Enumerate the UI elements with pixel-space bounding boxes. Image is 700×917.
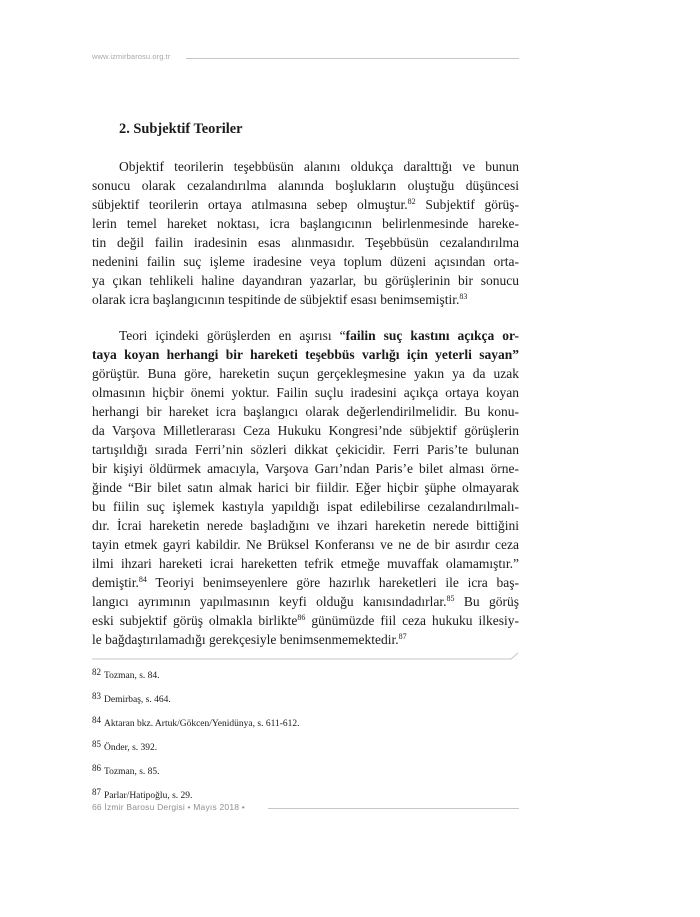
paragraph-line [92,195,519,214]
paragraph-line [92,290,519,309]
text-run: görüştür. Buna göre, hareketin suçun gerçekleşmesine yakın ya da uzak [92,366,519,381]
header-rule [186,58,519,59]
text-run: sübjektif teorilerin ortaya atılmasına sebep olmuştur. [92,197,408,212]
footnote-number: 83 [92,691,101,701]
text-run: Bu görüş [454,594,519,609]
text-run: demiştir. [92,575,139,590]
footnote-text: Aktaran bkz. Artuk/Gökcen/Yenidünya, s. 611-612. [104,719,300,729]
paragraph-line [92,252,519,271]
footnote-ref[interactable]: 86 [297,613,306,622]
footnote-text: Önder, s. 392. [104,743,158,753]
footnote-ref[interactable]: 87 [398,632,407,641]
text-run: Subjektif görüş- [415,197,519,212]
footnote [92,691,171,705]
text-run: tayin etmek gayri kabildir. Ne Brüksel Konferansı ve ne de bir asırdır ceza [92,537,519,552]
text-run: olarak icra başlangıcının tespitinde de sübjektif esası benimsemiştir. [92,292,460,307]
header-url: www.izmirbarosu.org.tr [92,52,171,61]
text-run: tin değil failin iradesinin esas alınmasıdır. Teşebbüsün cezalandırılma [92,235,519,250]
text-run: sonucu olarak cezalandırılma alanında boşlukların oluştuğu düşüncesi [92,178,519,193]
text-run: da Varşova Milletlerarası Ceza Hukuku Kongresi’nde sübjektif görüşlerin [92,423,519,438]
paragraph-line [92,592,519,611]
text-run: ilmi ihzari hareketi icrai hareketten tefrik etmeğe muvaffak olamamıştır.” [92,556,519,571]
paragraph-line [92,402,519,421]
footnote-ref[interactable]: 84 [138,575,147,584]
footnote-ref[interactable]: 85 [446,594,455,603]
paragraph-line [92,478,519,497]
paragraph-line [92,630,519,649]
paragraph-line [92,383,519,402]
paragraph-line [92,214,519,233]
paragraph-line [92,535,519,554]
paragraph-line [92,459,519,478]
footer-rule [268,808,519,809]
footnote-ref[interactable]: 83 [459,292,468,301]
text-run: ğinde “Bir bilet satın almak harici bir fiildir. Eğer hiçbir şüphe olmayarak [92,480,519,495]
bold-quote: failin suç kastını açıkça or- [345,328,519,343]
text-run: günümüzde fiil ceza hukuku ilkesiy- [305,613,519,628]
footnote-text: Demirbaş, s. 464. [104,695,171,705]
paragraph-line [92,345,519,364]
text-run: dır. İcrai hareketin nerede başladığını ve ihzari hareketin nerede bittiğini [92,518,519,533]
bold-quote: taya koyan herhangi bir hareketi teşebbüs varlığı için yeterli sayan” [92,347,519,362]
text-run: le bağdaştırılamadığı gerekçesiyle benimsenmemektedir. [92,632,399,647]
paragraph-line [92,611,519,630]
paragraph-line [92,326,519,345]
paragraph-line [92,364,519,383]
text-run: Teori içindeki görüşlerden en aşırısı “ [119,328,346,343]
text-run: lerin temel hareket noktası, icra başlangıcının belirlenmesinde hareke- [92,216,519,231]
text-run: tartışıldığı sırada Ferri’nin sözleri dikkat çekicidir. Ferri Paris’te bulunan [92,442,519,457]
text-run: bir kişiyi öldürmek amacıyla, Varşova Garı’ndan Paris’e bilet alması örne- [92,461,519,476]
paragraph-line [92,176,519,195]
paragraph-2 [92,326,519,649]
footnote-number: 87 [92,787,101,797]
paragraph-line [92,516,519,535]
footnote-text: Tozman, s. 85. [104,767,160,777]
paragraph-line [92,573,519,592]
text-run: olmasının hiçbir önemi yoktur. Failin suçlu iradesini açıkça ortaya koyan [92,385,519,400]
text-run: bu fiilin suç işlemek kastıyla yapıldığı ispat edilebilirse cezalandırılmalı- [92,499,519,514]
text-run: ya çıkan tehlikeli haline dayandıran yazarlar, bu görüşlerinin bir sonucu [92,273,519,288]
paragraph-line [92,440,519,459]
text-run: nedenini failin suç işleme iradesine veya toplum düzeni açısından orta- [92,254,519,269]
paragraph-line [92,497,519,516]
footnote-number: 85 [92,739,101,749]
footnote [92,667,160,681]
footnote-number: 82 [92,667,101,677]
footnote-number: 86 [92,763,101,773]
footnote-separator [92,652,519,660]
text-run: Teoriyi benimseyenlere göre hazırlık hareketleri ile icra baş- [146,575,519,590]
footnote-ref[interactable]: 82 [407,197,416,206]
page-footer [92,802,519,814]
paragraph-line [92,157,519,176]
paragraph-line [92,421,519,440]
footnote [92,715,300,729]
footnote [92,739,157,753]
footnote-text: Tozman, s. 84. [104,671,160,681]
text-run: langıcı ayrımının yapılmasının keyfi olduğu kanısındadırlar. [92,594,447,609]
footer-text: 66 İzmir Barosu Dergisi • Mayıs 2018 • [92,802,245,812]
footnote-number: 84 [92,715,101,725]
footnote [92,763,160,777]
paragraph-line [92,233,519,252]
footnote [92,787,192,801]
paragraph-line [92,271,519,290]
section-title: 2. Subjektif Teoriler [119,121,243,137]
text-run: herhangi bir hareket icra başlangıcı olarak değerlendirilmelidir. Bu konu- [92,404,519,419]
paragraph-1 [92,157,519,309]
text-run: Objektif teorilerin teşebbüsün alanını oldukça daralttığı ve bunun [119,159,519,174]
text-run: eski subjektif görüş olmakla birlikte [92,613,298,628]
footnote-text: Parlar/Hatipoğlu, s. 29. [104,791,193,801]
paragraph-line [92,554,519,573]
